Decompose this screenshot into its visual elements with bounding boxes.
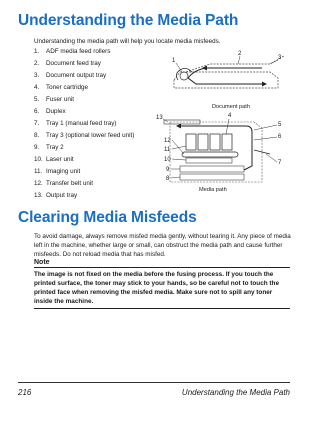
callout-line [254,137,277,140]
output-tray [164,120,200,124]
list-item-label: Laser unit [46,155,74,163]
note-top-rule [34,267,290,268]
callout-line [238,56,240,64]
list-item-label: Imaging unit [46,167,81,175]
paper-path-arrow [188,68,262,84]
list-item [34,156,162,165]
callout-10: 10 [164,157,171,163]
section2-title: Clearing Media Misfeeds [18,209,197,226]
list-item-number: 4. [34,83,40,91]
list-item-label: Tray 2 [46,143,64,151]
callout-4: 4 [228,113,232,119]
laser-unit [186,158,232,163]
section2-body: To avoid damage, always remove misfed media gently, without tearing it. Any piece of media left in the machine, whether large or small, can obstruct the media path and cause further misfeeds. Do not reload media that has misfed. [34,233,291,258]
list-item-number: 7. [34,119,40,127]
list-item-label: ADF media feed rollers [46,48,111,55]
callout-6: 6 [278,134,282,140]
list-item [34,168,162,177]
callout-7: 7 [278,160,282,166]
callout-line [171,177,180,178]
intro-text: Understanding the media path will help you locate media misfeeds. [34,38,221,45]
callout-line [172,159,186,160]
list-item-number: 3. [34,71,40,79]
callout-3: 3 [278,55,282,61]
tray-2 [180,166,244,172]
section-title: Understanding the Media Path [18,12,239,29]
callout-11: 11 [164,147,171,153]
callout-12: 12 [164,138,171,144]
list-item-label: Tray 1 (manual feed tray) [46,119,117,127]
note-label: Note [34,259,50,266]
list-item-label: Toner cartridge [46,83,88,91]
document-path-figure [166,50,294,102]
media-path-line [180,126,252,170]
list-item-number: 6. [34,107,40,115]
callout-line [266,154,277,162]
callout-line [254,125,277,130]
list-item [34,60,162,69]
list-item-label: Output tray [46,191,78,199]
list-item-number: 11. [34,167,43,175]
note-text: The image is not fixed on the media before the fusing process. If you touch the printed surface, the toner may stick to your hands, so be careful not to touch the printed face when removing the misfed media. Make sure not to spill any toner inside the machine. [34,271,280,305]
feed-roller [180,72,188,80]
list-item-number: 9. [34,143,40,151]
transfer-belt [182,152,238,157]
list-item-number: 13. [34,191,43,199]
callout-9: 9 [166,167,170,173]
list-item-number: 1. [34,48,40,55]
toner-cartridge-1 [186,134,196,150]
footer-title: Understanding the Media Path [181,388,290,397]
arrow-head [262,82,267,87]
parts-list [34,48,162,204]
list-item [34,108,162,117]
callout-13: 13 [156,115,163,121]
toner-cartridge-4 [222,134,232,150]
media-path-caption: Media path [199,187,227,193]
list-item [34,180,162,189]
callout-5: 5 [278,122,282,128]
callout-8: 8 [166,176,170,182]
list-item [34,192,162,201]
list-item-label: Document output tray [46,71,107,79]
list-item [34,132,162,141]
list-item-number: 10. [34,155,43,163]
list-item-label: Fuser unit [46,95,74,103]
list-item-label: Document feed tray [46,59,101,67]
list-item [34,48,162,57]
list-item-number: 12. [34,179,43,187]
list-item [34,72,162,81]
list-item-number: 2. [34,59,40,67]
callout-2: 2 [238,51,242,57]
callout-line [270,60,278,64]
page-number: 216 [18,388,32,397]
toner-cartridge-3 [210,134,220,150]
footer-rule [18,382,290,383]
list-item [34,96,162,105]
list-item [34,120,162,129]
list-item-label: Tray 3 (optional lower feed unit) [46,131,135,139]
list-item [34,144,162,153]
document-path-caption: Document path [212,104,250,110]
list-item [34,84,162,93]
toner-cartridge-2 [198,134,208,150]
list-item-number: 8. [34,131,40,139]
callout-1: 1 [172,58,176,64]
media-path-figure [150,110,294,186]
note-bottom-rule [34,308,290,309]
list-item-label: Transfer belt unit [46,179,94,187]
list-item-number: 5. [34,95,40,103]
list-item-label: Duplex [46,107,66,115]
tray-3 [180,174,244,180]
